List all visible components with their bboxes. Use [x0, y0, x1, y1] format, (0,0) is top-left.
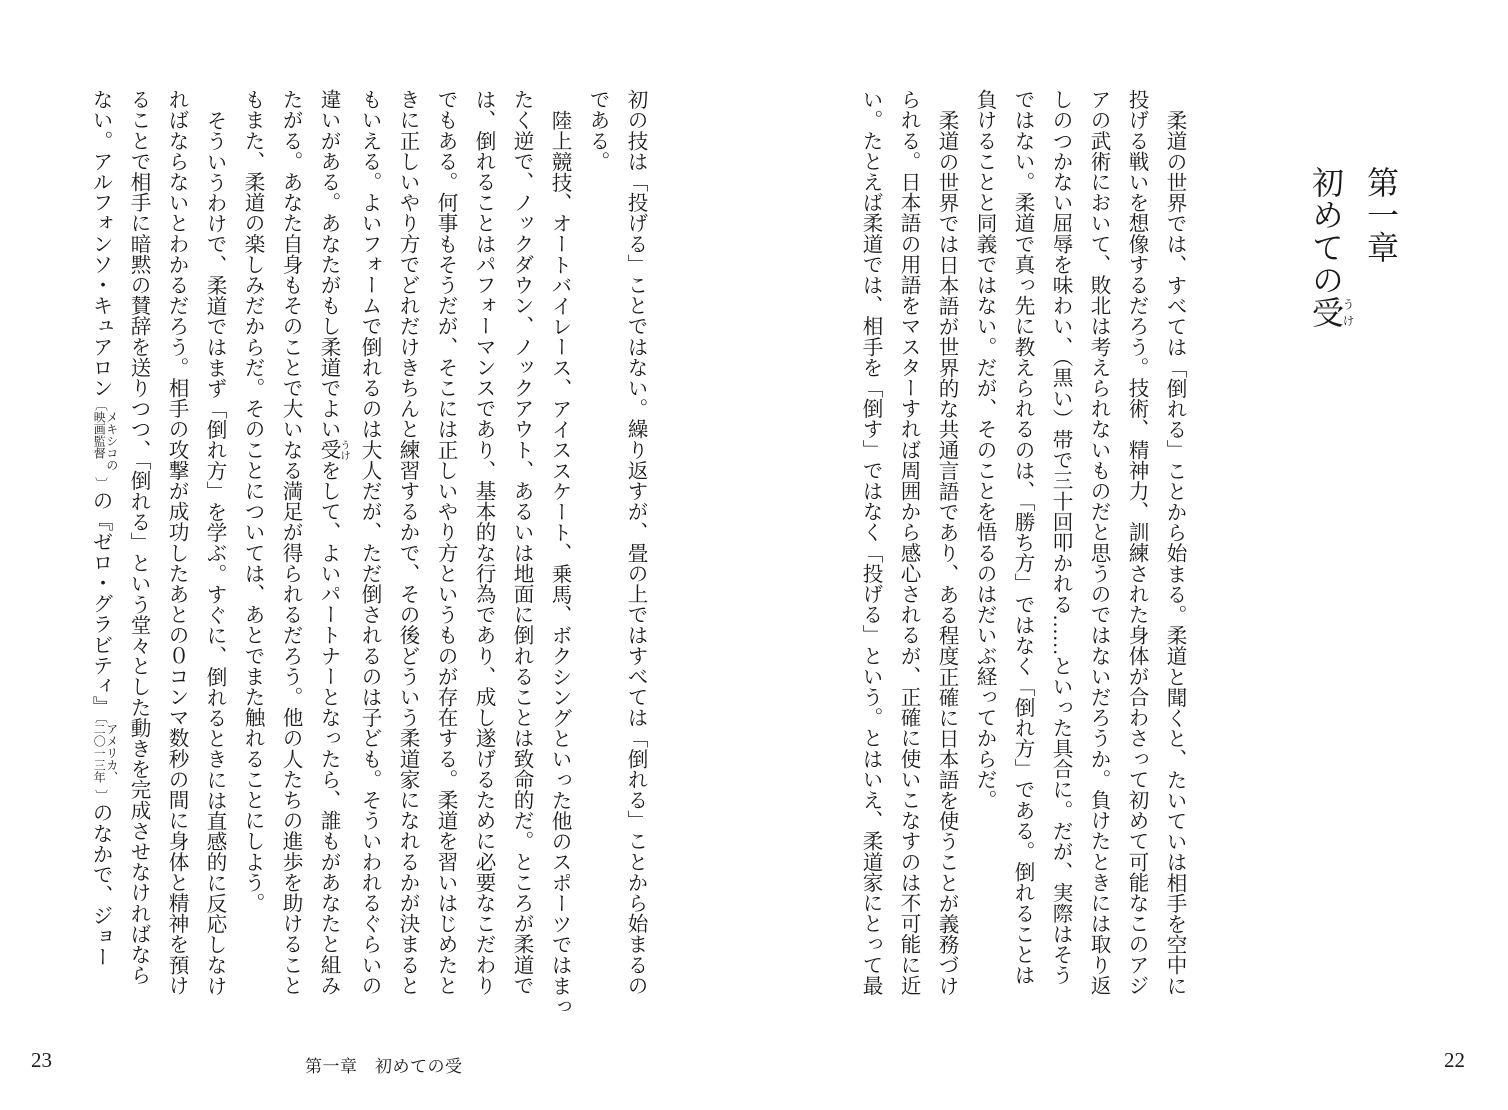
text-column: い。たとえば柔道では、相手を「倒す」ではなく「投げる」という。とはいえ、柔道家にとって最 [859, 89, 881, 996]
text-column: は、倒れることはパフォーマンスであり、基本的な行為であり、成し遂げるために必要なこだわり [472, 89, 494, 996]
ruby-furigana: うけ [1341, 296, 1355, 329]
running-footer: 第一章 初めての受 [305, 1057, 463, 1076]
text-column: ればならないとわかるだろう。相手の攻撃が成功したあとの０コンマ数秒の間に身体と精神を預け [165, 89, 187, 996]
text-column: 柔道の世界では日本語が世界的な共通言語であり、ある程度正確に日本語を使うことが義務づけ [935, 109, 957, 996]
ruby-uke [317, 439, 350, 461]
text-column: 初の技は「投げる」ことではない。繰り返すが、畳の上ではすべては「倒れる」ことから始まるの [624, 89, 646, 996]
text-column: そういうわけで、柔道ではまず「倒れ方」を学ぶ。すぐに、倒れるときには直感的に反応しなけ [203, 109, 225, 996]
chapter-title-ruby [1308, 296, 1355, 329]
text-segment: ない。アルフォンソ・キュアロン [89, 89, 111, 398]
left-page-body [81, 89, 654, 1016]
text-column: ではない。柔道で真っ先に教えられるのは、「勝ち方」ではなく「倒れ方」である。倒れることは [1011, 89, 1033, 986]
text-column: られる。日本語の用語をマスターすれば周囲から感心されるが、正確に使いこなすのは不可能に近 [897, 89, 919, 996]
text-column-with-notes [81, 89, 119, 1016]
text-column: 柔道の世界では、すべては「倒れる」ことから始まる。柔道と聞くと、たいていは相手を空中に [1163, 109, 1185, 996]
text-column: である。 [586, 89, 608, 172]
page-number-left: 23 [31, 1048, 52, 1072]
text-column: もまた、柔道の楽しみだからだ。そのことについては、あとでまた触れることにしよう。 [241, 89, 263, 913]
text-column: ることで相手に暗黙の賛辞を送りつつ、「倒れる」という堂々とした動きを完成させなければなら [127, 89, 149, 986]
chapter-number: 第一章 [1363, 166, 1399, 264]
text-column: 陸上競技、オートバイレース、アイススケート、乗馬、ボクシングといった他のスポーツではまっ [548, 109, 570, 1016]
text-column: もいえる。よいフォームで倒れるのは大人だが、ただ倒されるのは子ども。そういわれるぐらいの [358, 89, 380, 996]
text-segment: のなかで、ジョー [89, 802, 111, 967]
note-close-bracket: 〕 [93, 789, 108, 803]
note-close-bracket: 〕 [93, 477, 108, 490]
text-segment: の『ゼロ・グラビティ』 [89, 490, 111, 717]
ruby-base: 受 [317, 439, 339, 460]
note-text: アメリカ、二〇一三年 [92, 723, 119, 784]
text-column: アの武術において、敗北は考えられないものだと思うのではないだろうか。負けたときには取り返 [1087, 89, 1109, 996]
chapter-title [1299, 166, 1354, 329]
inline-note-director [89, 398, 119, 490]
note-open-bracket: 〔 [93, 398, 108, 411]
text-column-with-ruby [309, 89, 350, 1016]
chapter-title-text: 初めての [1308, 166, 1344, 296]
text-column: しのつかない屈辱を味わい、（黒い）帯で三十回叩かれる……といった具合に。だが、実際はそう [1049, 89, 1071, 986]
text-column: たがる。あなた自身もそのことで大いなる満足が得られるだろう。他の人たちの進歩を助けること [279, 89, 301, 996]
inline-note-film [89, 716, 119, 803]
text-column: きに正しいやり方でどれだけきちんと練習するかで、その後どういう柔道家になれるかが決まると [396, 89, 418, 996]
text-column: たく逆で、ノックダウン、ノックアウト、あるいは地面に倒れることは致命的だ。ところが柔道で [510, 89, 532, 996]
chapter-heading [1299, 166, 1408, 329]
ruby-furigana: うけ [339, 439, 350, 461]
text-segment: をして、よいパートナーとなったら、誰もがあなたと組み [317, 459, 339, 996]
text-segment: 違いがある。あなたがもし柔道でよい [317, 89, 339, 440]
ruby-base: 受 [1308, 296, 1344, 329]
text-column: 負けることと同義ではない。だが、そのことを悟るのはだいぶ経ってからだ。 [973, 89, 995, 810]
page-number-right: 22 [1444, 1048, 1465, 1072]
note-open-bracket: 〔 [93, 716, 108, 724]
right-page-body [851, 89, 1193, 995]
note-text: メキシコの映画監督 [92, 411, 119, 471]
text-column: でもある。何事もそうだが、そこには正しいやり方というものが存在する。柔道を習いはじめたと [434, 89, 456, 996]
text-column: 投げる戦いを想像するだろう。技術、精神力、訓練された身体が合わさって初めて可能なこのアジ [1125, 89, 1147, 996]
